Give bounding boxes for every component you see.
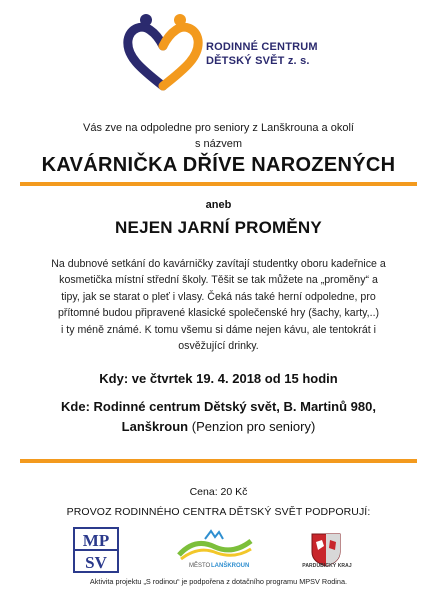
pardubicky-kraj-label: PARDUBICKÝ KRAJ: [302, 563, 352, 569]
sponsors-heading: PROVOZ RODINNÉHO CENTRA DĚTSKÝ SVĚT PODPORUJÍ:: [66, 506, 371, 518]
description-line: i ty méně známé. K tomu všemu si dáme nejen kávu, ale tentokrát i: [60, 323, 377, 336]
description-line: kosmetička místní střední školy. Těšit se tak můžete na „proměny“ a: [59, 274, 378, 287]
invitation-line: Vás zve na odpoledne pro seniory z Lanškrouna a okolí: [83, 122, 354, 134]
location-venue: (Penzion pro seniory): [188, 419, 316, 434]
event-title: KAVÁRNIČKA DŘÍVE NAROZENÝCH: [41, 154, 396, 176]
mesto-prefix: MĚSTO: [189, 563, 211, 569]
mpsv-logo-bottom: SV: [85, 553, 107, 572]
event-description: [20, 256, 417, 354]
event-date-time: Kdy: ve čtvrtek 19. 4. 2018 od 15 hodin: [99, 371, 338, 386]
description-line: Na dubnové setkání do kavárničky zavítají studentky oboru kadeřnice a: [51, 258, 386, 270]
location-line: [0, 417, 437, 437]
organization-name: RODINNÉ CENTRUM DĚTSKÝ SVĚT z. s.: [206, 41, 318, 67]
mpsv-logo: [73, 527, 119, 573]
accent-divider: [20, 182, 417, 186]
location-town: Lanškroun: [121, 419, 189, 434]
accent-divider: [20, 459, 417, 463]
description-line: tipy, jak se starat o pleť i vlasy. Čeká nás také herní odpoledne, pro: [61, 290, 376, 303]
description-line: osvěžující drinky.: [178, 340, 259, 353]
mpsv-logo-top: MP: [82, 531, 110, 550]
event-subtitle: NEJEN JARNÍ PROMĚNY: [115, 218, 322, 237]
funding-footnote: Aktivita projektu „S rodinou“ je podpořena z dotačního programu MPSV Rodina.: [89, 577, 348, 586]
location-line: Kde: Rodinné centrum Dětský svět, B. Martinů 980,: [61, 399, 376, 414]
aneb-label: aneb: [205, 199, 232, 211]
event-location: [0, 397, 437, 437]
organization-logo: [120, 12, 320, 92]
heart-logo-icon: [120, 12, 206, 92]
mesto-name: LANŠKROUN: [211, 563, 250, 569]
mesto-lanskroun-logo: [175, 529, 255, 569]
event-price: Cena: 20 Kč: [189, 486, 248, 498]
invitation-line: s názvem: [194, 138, 243, 150]
description-line: přítomné budou připravené klasické společenské hry (šachy, karty,..): [57, 307, 380, 320]
